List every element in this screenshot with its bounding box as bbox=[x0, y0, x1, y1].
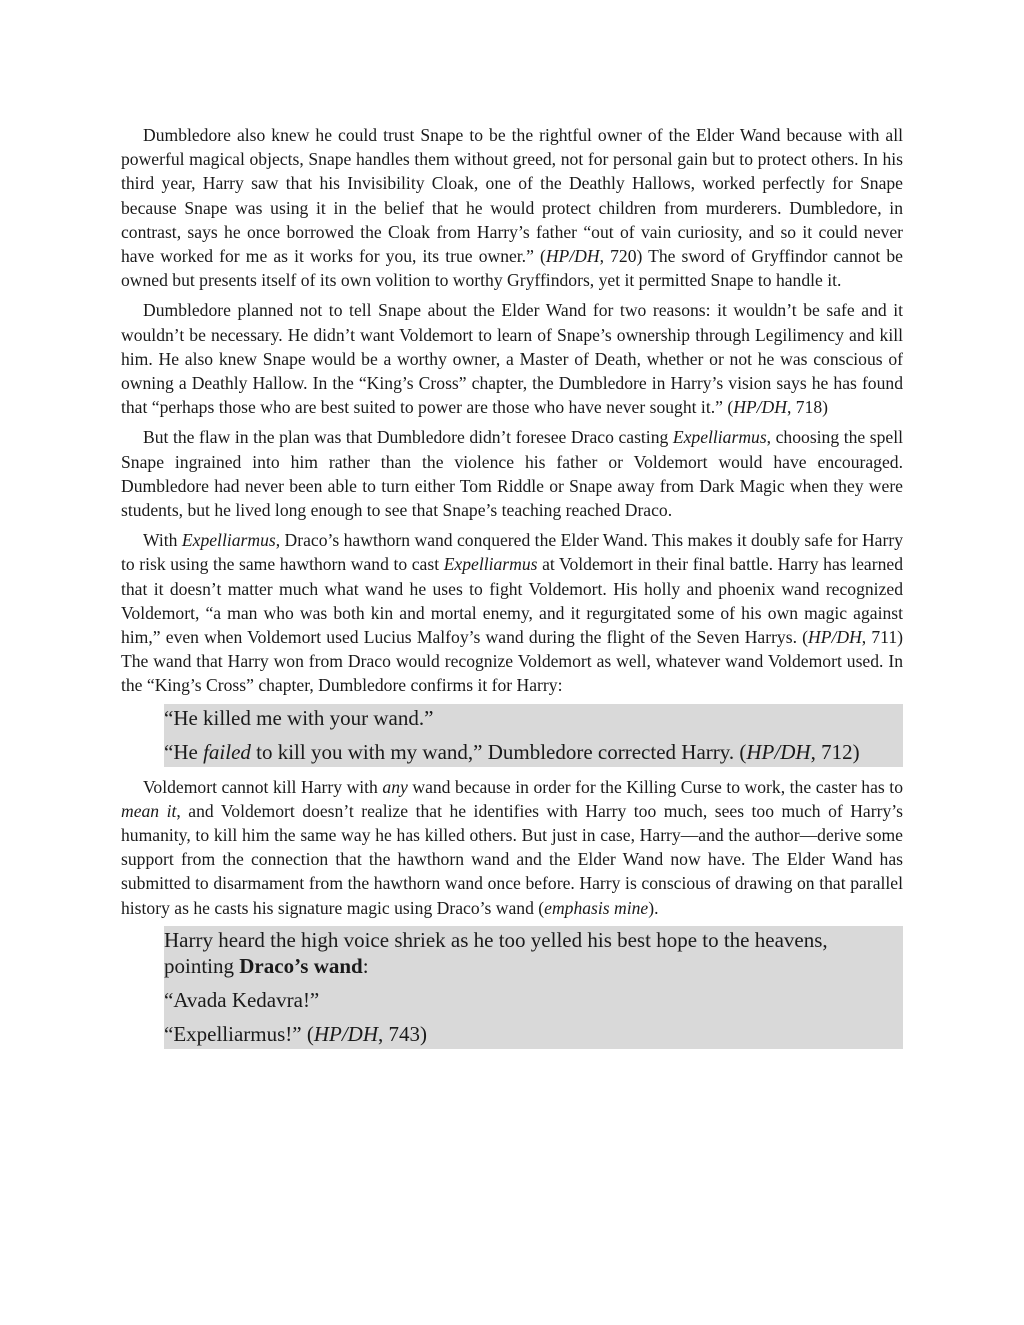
paragraph: But the flaw in the plan was that Dumbledore didn’t foresee Draco casting Expelliarmus, choosing the spell Snape ingrained into him rather than the violence his father or Voldemort would have encouraged. Dumbledore had never been able to turn either Tom Riddle or Snape away from Dark Magic when they were students, but he lived long enough to see that Snape’s teaching reached Draco. bbox=[121, 427, 903, 521]
italic-run: Expelliarmus bbox=[672, 427, 767, 448]
quote-line: “Expelliarmus!” (HP/DH, 743) bbox=[164, 1021, 428, 1046]
paragraph: With Expelliarmus, Draco’s hawthorn wand conquered the Elder Wand. This makes it doubly safe for Harry to risk using the same hawthorn wand to cast Expelliarmus at Voldemort in their final battle. Harry has learned that it doesn’t matter much what wand he uses to fight Voldemort. His holly and phoenix wand recognized Voldemort, “a man who was both kin and mortal enemy, and it regurgitated some of his own magic against him,” even when Voldemort used Lucius Malfoy’s wand during the flight of the Seven Harrys. (HP/DH, 711) The wand that Harry won from Draco would recognize Voldemort as well, whatever wand Voldemort used. In the “King’s Cross” chapter, Dumbledore confirms it for Harry: bbox=[121, 530, 904, 696]
italic-run: any bbox=[382, 776, 408, 797]
quote-line: “He killed me with your wand.” bbox=[164, 705, 434, 730]
italic-run: HP/DH bbox=[313, 1021, 379, 1046]
italic-run: mean it bbox=[121, 800, 177, 821]
quote-line: Harry heard the high voice shriek as he too yelled his best hope to the heavens, pointing Draco’s wand: bbox=[164, 927, 828, 978]
italic-run: Expelliarmus bbox=[443, 554, 538, 575]
bold-run: Draco’s wand bbox=[239, 953, 363, 978]
paragraph: Dumbledore planned not to tell Snape about the Elder Wand for two reasons: it wouldn’t be safe and it wouldn’t be necessary. He didn’t want Voldemort to learn of Snape’s ownership through Legilimency and kill him. He also knew Snape would be a worthy owner, a Master of Death, whether or not he was conscious of owning a Deathly Hallow. In the “King’s Cross” chapter, the Dumbledore in Harry’s vision says he has found that “perhaps those who are best suited to power are those who have never sought it.” (HP/DH, 718) bbox=[121, 300, 903, 418]
quote-line: “He failed to kill you with my wand,” Dumbledore corrected Harry. (HP/DH, 712) bbox=[164, 739, 860, 764]
document-page bbox=[121, 123, 903, 1057]
italic-run: HP/DH bbox=[733, 397, 787, 418]
italic-run: HP/DH bbox=[808, 627, 862, 648]
paragraph: Dumbledore also knew he could trust Snape to be the rightful owner of the Elder Wand because with all powerful magical objects, Snape handles them without greed, not for personal gain but to protect others. In his third year, Harry saw that his Invisibility Cloak, one of the Deathly Hallows, worked perfectly for Snape because Snape was using it in the belief that he would protect children from murderers. Dumbledore, in contrast, says he once borrowed the Cloak from Harry’s father “out of vain curiosity, and so it could never have worked for me as it works for you, its true owner.” (HP/DH, 720) The sword of Gryffindor cannot be owned but presents itself of its own volition to worthy Gryffindors, yet it permitted Snape to handle it. bbox=[121, 125, 903, 291]
italic-run: HP/DH bbox=[545, 246, 600, 267]
italic-run: failed bbox=[203, 739, 251, 764]
quote-line: “Avada Kedavra!” bbox=[164, 987, 320, 1012]
italic-run: emphasis mine bbox=[544, 897, 649, 918]
italic-run: HP/DH bbox=[746, 739, 811, 764]
block-quote bbox=[164, 926, 903, 1049]
paragraph: Voldemort cannot kill Harry with any wand because in order for the Killing Curse to work, the caster has to mean it, and Voldemort doesn’t realize that he identifies with Harry too much, sees too much of Harry’s humanity, to kill him the same way he has killed others. But just in case, Harry—and the author—derive some support from the connection that the hawthorn wand and the Elder Wand now have. The Elder Wand has submitted to disarmament from the hawthorn wand once before. Harry is conscious of drawing on that parallel history as he casts his signature magic using Draco’s wand (emphasis mine). bbox=[121, 776, 903, 918]
italic-run: Expelliarmus bbox=[181, 530, 276, 551]
block-quote bbox=[164, 704, 903, 767]
